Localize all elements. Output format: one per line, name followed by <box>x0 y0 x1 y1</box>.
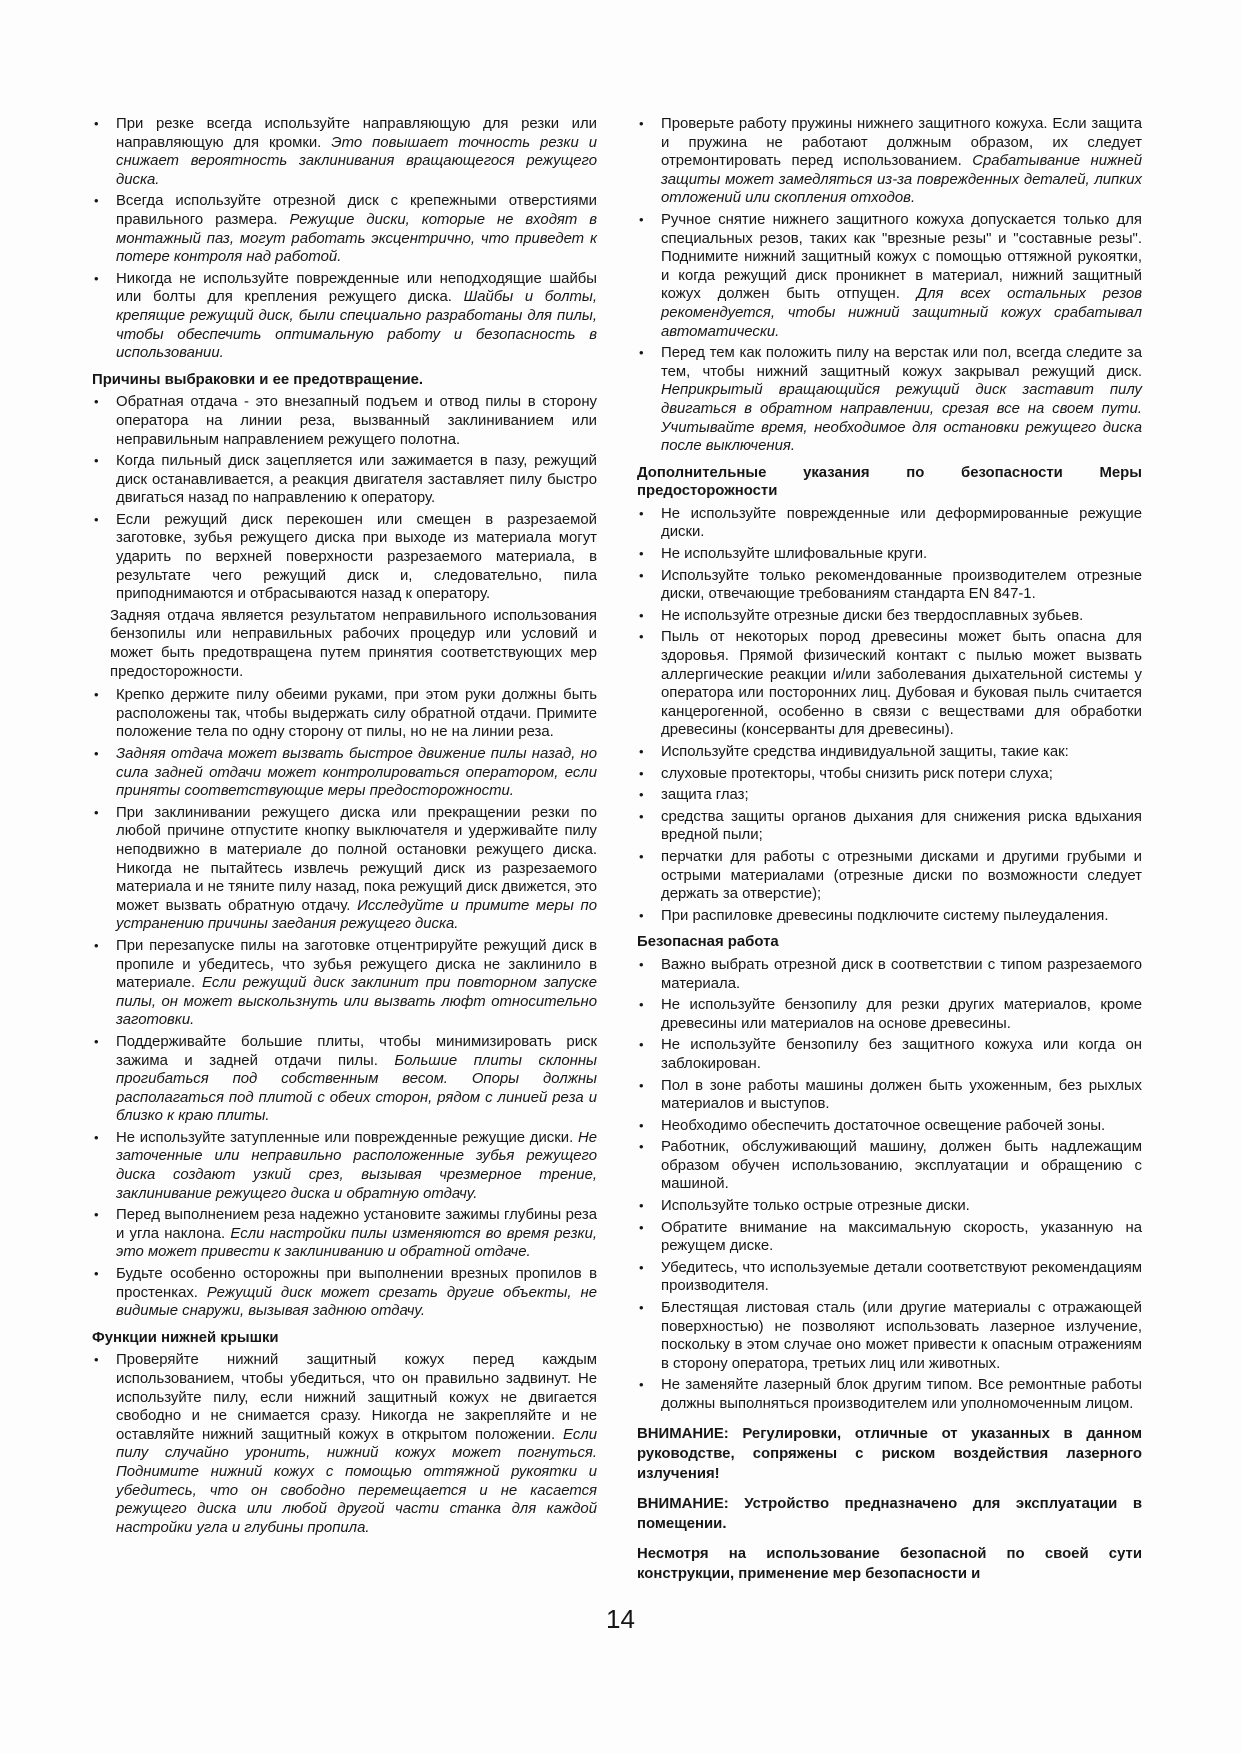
list-item: • Не используйте поврежденные или деформированные режущие диски. <box>637 505 1142 542</box>
list-item: • Не заменяйте лазерный блок другим типом. Все ремонтные работы должны выполняться производителем или уполномоченным лицом. <box>637 1376 1142 1413</box>
item-text: Не используйте затупленные или поврежденные режущие диски. <box>116 1129 578 1146</box>
item-text: Ручное снятие нижнего защитного кожуха допускается только для специальных резов, таких как "врезные резы" и "составные резы". Поднимите нижний защитный кожух с помощью оттяжной рукоятки, и когда режущий диск проникнет в материал, нижний защитный кожух должен быть отпущен. <box>661 211 1142 303</box>
kickback-heading: Причины выбраковки и ее предотвращение. <box>92 371 424 388</box>
list-item <box>637 211 1142 341</box>
additional-safety-list <box>637 505 1142 925</box>
indoor-warning: ВНИМАНИЕ: Устройство предназначено для эксплуатации в помещении. <box>637 1495 1142 1532</box>
list-item <box>92 745 597 801</box>
list-item <box>92 1351 597 1537</box>
intro-list <box>92 115 597 363</box>
item-text: Поддерживайте большие плиты, чтобы минимизировать риск зажима и задней отдачи пилы. <box>116 1033 597 1069</box>
kickback-paragraph: Задняя отдача является результатом неправильного использования бензопилы или неправильных рабочих процедур или условий и может быть предотвращена путем принятия соответствующих мер предосторожности. <box>110 607 597 680</box>
list-item: • Убедитесь, что используемые детали соответствуют рекомендациям производителя. <box>637 1259 1142 1296</box>
item-text: При перезапуске пилы на заготовке отцентрируйте режущий диск в пропиле и убедитесь, что зубья режущего диска не заклинило в материале. <box>116 937 597 992</box>
item-note: Режущие диски, которые не входят в монтажный паз, могут работать эксцентрично, что приведет к потере контроля над работой. <box>116 211 597 266</box>
list-item: • Используйте средства индивидуальной защиты, такие как: <box>637 743 1142 762</box>
item-text: Когда пильный диск зацепляется или зажимается в пазу, режущий диск останавливается, а реакция двигателя заставляет пилу быстро двигаться назад по направлению к оператору. <box>116 453 597 507</box>
list-item: • средства защиты органов дыхания для снижения риска вдыхания вредной пыли; <box>637 808 1142 845</box>
list-item: • Работник, обслуживающий машину, должен быть надлежащим образом обучен использованию, эксплуатации и обращению с машиной. <box>637 1138 1142 1194</box>
list-item: • Пыль от некоторых пород древесины может быть опасна для здоровья. Прямой физический контакт с пылью может вызвать аллергические реакции и/или заболевания дыхательной системы у оператора или посторонних лиц. Дубовая и буковая пыль считается канцерогенной, особенно в связи с веществами для обработки древесины (консерванты для древесины). <box>637 628 1142 740</box>
lower-cover-list <box>92 1351 597 1537</box>
list-item: • Не используйте шлифовальные круги. <box>637 545 1142 564</box>
lower-cover-heading: Функции нижней крышки <box>92 1329 279 1346</box>
list-item: • Не используйте бензопилу для резки других материалов, кроме древесины или материалов на основе древесины. <box>637 996 1142 1033</box>
right-column <box>637 115 1142 1592</box>
kickback-list <box>92 393 597 604</box>
list-item: • Важно выбрать отрезной диск в соответствии с типом разрезаемого материала. <box>637 956 1142 993</box>
item-text: Перед тем как положить пилу на верстак или пол, всегда следите за тем, чтобы нижний защитный кожух закрывал режущий диск. <box>661 345 1142 380</box>
item-note: Для всех остальных резов рекомендуется, чтобы нижний защитный кожух срабатывал автоматически. <box>661 286 1142 340</box>
item-text: Никогда не используйте поврежденные или неподходящие шайбы или болты для крепления режущего диска. <box>116 270 597 306</box>
list-item <box>92 1206 597 1262</box>
list-item <box>92 192 597 266</box>
list-item: • Используйте только рекомендованные производителем отрезные диски, отвечающие требованиям стандарта EN 847-1. <box>637 567 1142 604</box>
item-note: Неприкрытый вращающийся режущий диск заставит пилу двигаться в обратном направлении, срезая все на своем пути. Учитывайте время, необходимое для остановки режущего диска после выключения. <box>661 382 1142 455</box>
list-item <box>92 1265 597 1321</box>
list-item <box>637 115 1142 208</box>
hold-list <box>92 686 597 742</box>
list-item: • слуховые протекторы, чтобы снизить риск потери слуха; <box>637 765 1142 784</box>
item-text: Проверьте работу пружины нижнего защитного кожуха. Если защита и пружина не работают должным образом, их следует отремонтировать перед использованием. <box>661 116 1142 170</box>
list-item <box>92 804 597 934</box>
page-number: 14 <box>606 1604 635 1634</box>
list-item: • Используйте только острые отрезные диски. <box>637 1197 1142 1216</box>
item-text: При резке всегда используйте направляющую для резки или направляющую для кромки. <box>116 116 597 151</box>
kickback-list-2 <box>92 745 597 1321</box>
item-note: Если режущий диск заклинит при повторном запуске пилы, он может выскользнуть или вызвать люфт относительно заготовки. <box>116 975 597 1029</box>
item-note: Исследуйте и примите меры по устранению причины заедания режущего диска. <box>116 897 597 933</box>
item-note: Срабатывание нижней защиты может замедляться из-за поврежденных деталей, липких отложений или скопления отходов. <box>661 153 1142 207</box>
item-note: Шайбы и болты, крепящие режущий диск, были специально разработаны для пилы, чтобы обеспечить оптимальную работу и безопасность в использовании. <box>116 289 597 362</box>
hold-instruction: Крепко держите пилу обеими руками, при этом руки должны быть расположены так, чтобы выдержать силу обратной отдачи. Примите положение тела по одну сторону от пилы, но не на линии реза. <box>116 687 597 741</box>
item-text: Проверяйте нижний защитный кожух перед каждым использованием, чтобы убедиться, что он правильно задвинут. Не используйте пилу, если нижний защитный кожух не двигается свободно и не снимается сразу. Никогда не закрепляйте и не оставляйте нижний защитный кожух в открытом положении. <box>116 1352 597 1443</box>
list-item <box>92 686 597 742</box>
item-text: Всегда используйте отрезной диск с крепежными отверстиями правильного размера. <box>116 193 597 228</box>
item-text: Обратная отдача - это внезапный подъем и отвод пилы в сторону оператора на линии реза, вызванный заклиниванием или неправильным направлением режущего полотна. <box>116 394 597 448</box>
item-note: Задняя отдача может вызвать быстрое движение пилы назад, но сила задней отдачи может контролироваться оператором, если приняты соответствующие меры предосторожности. <box>116 746 597 800</box>
list-item: • Необходимо обеспечить достаточное освещение рабочей зоны. <box>637 1117 1142 1136</box>
list-item: • Не используйте отрезные диски без твердосплавных зубьев. <box>637 607 1142 626</box>
safe-work-list <box>637 956 1142 1414</box>
list-item <box>92 1129 597 1203</box>
list-item <box>92 511 597 604</box>
item-note: Большие плиты склонны прогибаться под собственным весом. Опоры должны располагаться под плитой с обеих сторон, рядом с линией реза и близко к краю плиты. <box>116 1052 597 1125</box>
item-text: Будьте особенно осторожны при выполнении врезных пропилов в простенках. <box>116 1266 597 1301</box>
item-note: Если пилу случайно уронить, нижний кожух может погнуться. Поднимите нижний кожух с помощью оттяжной рукоятки и убедитесь, что он свободно перемещается и не касается режущего диска или любой другой части станка для каждой настройки угла и глубины пропила. <box>116 1426 597 1536</box>
list-item: • Пол в зоне работы машины должен быть ухоженным, без рыхлых материалов и выступов. <box>637 1077 1142 1114</box>
item-text: При заклинивании режущего диска или прекращении резки по любой причине отпустите кнопку выключателя и удерживайте пилу неподвижно в материале до полной остановки режущего диска. Никогда не пытайтесь извлечь режущий диск из разрезаемого материала и не тяните пилу назад, пока режущий диск движется, это может вызвать обратную отдачу. <box>116 804 597 914</box>
list-item: • Обратите внимание на максимальную скорость, указанную на режущем диске. <box>637 1219 1142 1256</box>
list-item <box>92 115 597 189</box>
item-text: Если режущий диск перекошен или смещен в разрезаемой заготовке, зубья режущего диска при выходе из материала могут ударить по верхней поверхности разрезаемого материала, в результате чего режущий диск и, следовательно, пила приподнимаются и отбрасываются назад к оператору. <box>116 511 597 603</box>
list-item <box>92 1033 597 1126</box>
list-item <box>92 393 597 449</box>
list-item <box>92 452 597 508</box>
item-note: Это повышает точность резки и снижает вероятность заклинивания вращающегося режущего диска. <box>116 134 597 188</box>
safe-work-heading: Безопасная работа <box>637 934 779 951</box>
additional-safety-heading: Дополнительные указания по безопасности Меры предосторожности <box>637 464 1142 500</box>
list-item: • защита глаз; <box>637 786 1142 805</box>
list-item <box>92 270 597 363</box>
left-column <box>92 115 597 1540</box>
list-item <box>637 344 1142 456</box>
list-item: • перчатки для работы с отрезными дисками и другими грубыми и острыми материалами (отрезные диски по возможности следует держать за отверстие); <box>637 848 1142 904</box>
list-item: • При распиловке древесины подключите систему пылеудаления. <box>637 907 1142 926</box>
item-note: Не заточенные или неправильно расположенные зубья режущего диска создают узкий срез, вызывая чрезмерное трение, заклинивание режущего диска и обратную отдачу. <box>116 1129 597 1202</box>
list-item: • Блестящая листовая сталь (или другие материалы с отражающей поверхностью) не позволяют использовать лазерное излучение, поскольку в этом случае оно может привести к опасным отражениям в сторону оператора, третьих лиц или животных. <box>637 1299 1142 1373</box>
item-note: Режущий диск может срезать другие объекты, не видимые снаружи, вызывая заднюю отдачу. <box>116 1284 597 1320</box>
list-item <box>92 937 597 1030</box>
laser-warning: ВНИМАНИЕ: Регулировки, отличные от указанных в данном руководстве, сопряжены с риском воздействия лазерного излучения! <box>637 1425 1142 1482</box>
item-note: Если настройки пилы изменяются во время резки, это может привести к заклиниванию и обратной отдаче. <box>116 1225 597 1261</box>
list-item: • Не используйте бензопилу без защитного кожуха или когда он заблокирован. <box>637 1036 1142 1073</box>
design-note: Несмотря на использование безопасной по своей сути конструкции, применение мер безопасности и <box>637 1545 1142 1582</box>
lower-cover-list-cont <box>637 115 1142 456</box>
item-text: Перед выполнением реза надежно установите зажимы глубины реза и угла наклона. <box>116 1207 597 1242</box>
